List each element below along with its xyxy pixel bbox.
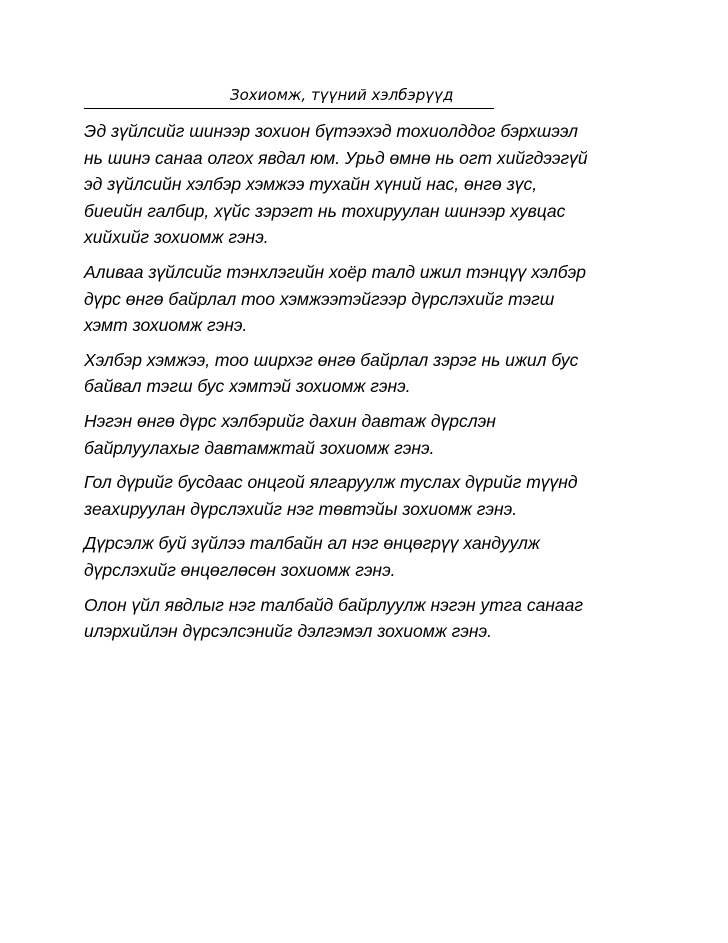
line: Нэгэн өнгө дүрс хэлбэрийг дахин давтаж дүрслэн <box>84 410 496 431</box>
line: Хэлбэр хэмжээ, тоо ширхэг өнгө байрлал зэрэг нь ижил бус <box>84 349 579 370</box>
paragraph-7 <box>84 592 664 645</box>
line: нь шинэ санаа олгох явдал юм. Урьд өмнө нь огт хийгдээгүй <box>84 147 588 168</box>
paragraph-1 <box>84 118 664 251</box>
line: Олон үйл явдлыг нэг талбайд байрлуулж нэгэн утга санааг <box>84 594 584 615</box>
paragraph-6 <box>84 530 664 583</box>
line: дүрслэхийг өнцөглөсөн зохиомж гэнэ. <box>84 559 396 580</box>
line: Эд зүйлсийг шинээр зохион бүтээхэд тохиолддог бэрхшээл <box>84 121 578 141</box>
line: Дүрсэлж буй зүйлээ талбайн ал нэг өнцөгрүү хандуулж <box>84 533 540 554</box>
paragraph-5 <box>84 469 664 522</box>
line: байрлуулахыг давтамжтай зохиомж гэнэ. <box>84 437 435 458</box>
line: эд зүйлсийн хэлбэр хэмжээ тухайн хүний нас, өнгө зүс, <box>84 174 538 195</box>
line: биеийн галбир, хүйс зэрэгт нь тохируулан шинээр хувцас <box>84 200 566 221</box>
paragraph-2 <box>84 259 664 339</box>
paragraph-3 <box>84 347 664 400</box>
document-body <box>84 118 664 653</box>
document-title: Зохиомж, түүний хэлбэрүүд <box>230 86 454 104</box>
line: Аливаа зүйлсийг тэнхлэгийн хоёр талд ижил тэнцүү хэлбэр <box>84 261 586 282</box>
line: Гол дүрийг бусдаас онцгой ялгаруулж туслах дүрийг түүнд <box>84 472 578 493</box>
line: дүрс өнгө байрлал тоо хэмжээтэйгээр дүрслэхийг тэгш <box>84 288 555 309</box>
line: илэрхийлэн дүрсэлсэнийг дэлгэмэл зохиомж гэнэ. <box>84 621 492 642</box>
paragraph-4 <box>84 408 664 461</box>
line: хэмт зохиомж гэнэ. <box>84 315 248 336</box>
line: хийхийг зохиомж гэнэ. <box>84 227 269 248</box>
line: зеахируулан дүрслэхийг нэг төвтэйы зохиомж гэнэ. <box>84 498 518 519</box>
line: байвал тэгш бус хэмтэй зохиомж гэнэ. <box>84 376 411 397</box>
